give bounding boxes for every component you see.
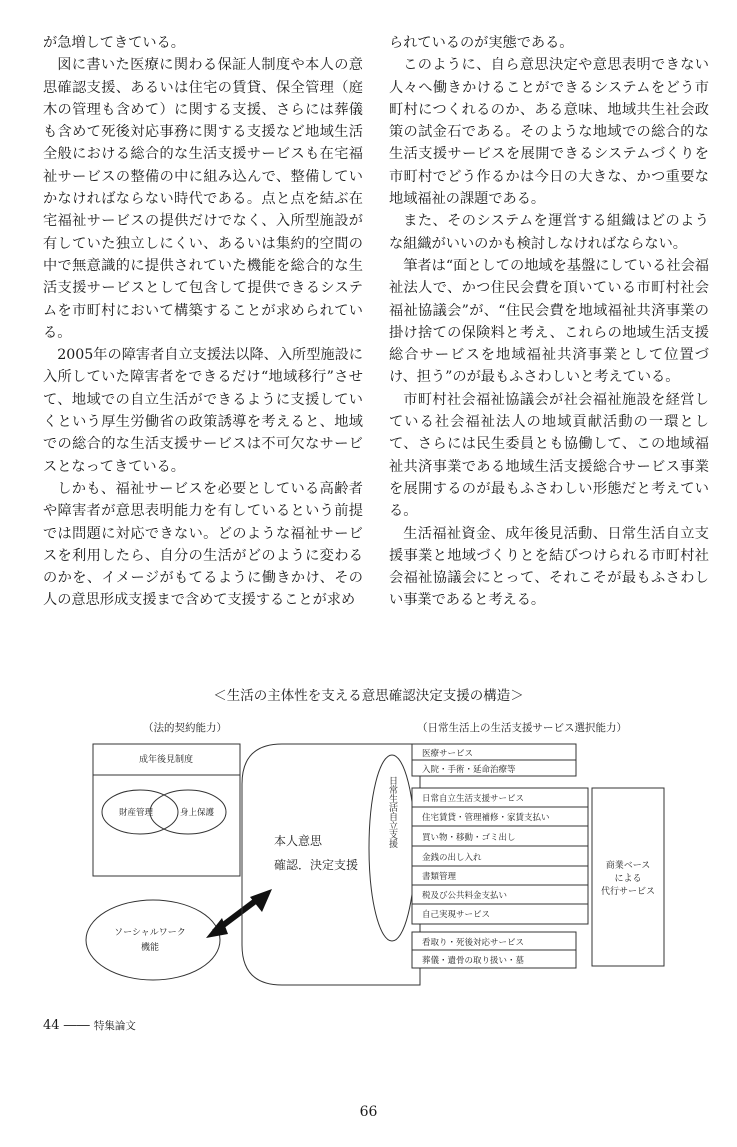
personal-care-label: 身上保護 [179, 808, 215, 818]
daily-item: 金銭の出し入れ [422, 853, 482, 863]
social-work-label-2: 機能 [140, 943, 160, 953]
daily-item: 税及び公共料金支払い [422, 891, 508, 901]
daily-item: 住宅賃貸・管理補修・家賃支払い [422, 813, 550, 823]
daily-item: 自己実現サービス [422, 910, 491, 920]
end-item: 看取り・死後対応サービス [422, 938, 525, 948]
medical-item: 医療サービス [422, 749, 474, 759]
asset-management-label: 財産管理 [118, 808, 154, 818]
left-caption: （法的契約能力） [143, 722, 227, 734]
daily-item: 書類管理 [422, 872, 457, 882]
daily-item: 日常自立生活支援サービス [422, 794, 525, 804]
paragraph: 2005年の障害者自立支援法以降、入所型施設に入所していた障害者をできるだけ“地域移行”させて、地域での自立生活ができるように支援していくという厚生労働省の政策誘導を考えると、地域での総合的な生活支援サービスは不可欠なサービスとなってきている。 [43, 347, 363, 475]
daily-item: 買い物・移動・ゴミ出し [422, 833, 516, 843]
center-label-2: 確認．決定支援 [274, 858, 359, 872]
paragraph: 生活福祉資金、成年後見活動、日常生活自立支援事業と地域づくりとを結びつけられる市町村社会福祉協議会にとって、それこそが最もふさわしい事業であると考える。 [389, 525, 709, 609]
paragraph: 図に書いた医療に関わる保証人制度や本人の意思確認支援、あるいは住宅の賃貸、保全管理（庭木の管理も含めて）に関する支援、さらには葬儀も含めて死後対応事務に関する支援など地域生活全般における総合的な生活支援サービスも在宅福祉サービスの整備の中に組み込んで、整備していかなければならない時代である。点と点を結ぶ在宅福祉サービスの提供だけでなく、入所型施設が有していた独立しにくい、あるいは集約的空間の中で無意識的に提供されていた機能を総合的な生活支援サービスとして包含して提供できるシステムを市町村において構築することが求められている。 [43, 57, 363, 341]
footer-dash: ―― [63, 1018, 90, 1033]
paragraph: しかも、福祉サービスを必要としている高齢者や障害者が意思表明能力を有しているという前提では問題に対応できない。どのような福祉サービスを利用したら、自分の生活がどのように変わるのかを、イメージがもてるように働きかけ、その人の意思形成支援まで含めて支援することが求め [43, 480, 363, 609]
page-footer [43, 1018, 136, 1033]
paragraph: 筆者は“面としての地域を基盤にしている社会福祉法人で、かつ住民会費を頂いている市町村社会福祉協議会”が、“住民会費を地域福祉共済事業の掛け捨ての保険料と考え、これらの地域生活支援総合サービスを地域福祉共済事業として位置づけ、担う”のが最もふさわしいと考えている。 [389, 257, 709, 386]
commercial-label-2: による [614, 874, 642, 884]
journal-page-number: 44 [43, 1018, 60, 1033]
end-item: 葬儀・遺骨の取り扱い・墓 [422, 956, 525, 966]
paragraph: このように、自ら意思決定や意思表明できない人々へ働きかけることができるシステムをどう市町村につくれるのか、ある意味、地域共生社会政策の試金石である。そのような地域での総合的な生活支援サービスを展開できるシステムづくりを市町村でどう作るかは今日の大きな、かつ重要な地域福祉の課題である。 [389, 57, 709, 208]
page-number: 66 [359, 1104, 378, 1120]
medical-item: 入院・手術・延命治療等 [422, 765, 516, 775]
guardianship-label: 成年後見制度 [138, 755, 194, 765]
center-label-1: 本人意思 [274, 834, 323, 848]
figure-title: ＜生活の主体性を支える意思確認決定支援の構造＞ [213, 688, 524, 704]
double-arrow-icon [206, 889, 272, 938]
self-reliance-label: 日常生活自立支援 [387, 776, 397, 848]
paragraph: られているのが実態である。 [389, 35, 574, 51]
social-work-ellipse [86, 900, 220, 980]
paragraph: が急増してきている。 [43, 35, 185, 51]
commercial-label-1: 商業ベース [605, 861, 651, 871]
commercial-label-3: 代行サービス [600, 887, 656, 897]
social-work-label-1: ソーシャルワーク [114, 928, 186, 938]
paragraph: また、そのシステムを運営する組織はどのような組織がいいのかも検討しなければならない。 [389, 213, 709, 252]
section-label: 特集論文 [93, 1020, 136, 1032]
paragraph: 市町村社会福祉協議会が社会福祉施設を経営している社会福祉法人の地域貢献活動の一環として、さらには民生委員とも協働して、この地域福祉共済事業である地域生活支援総合サービス事業を展開するのが最もふさわしい形態だと考えている。 [389, 391, 709, 520]
right-caption: （日常生活上の生活支援サービス選択能力） [417, 722, 627, 734]
